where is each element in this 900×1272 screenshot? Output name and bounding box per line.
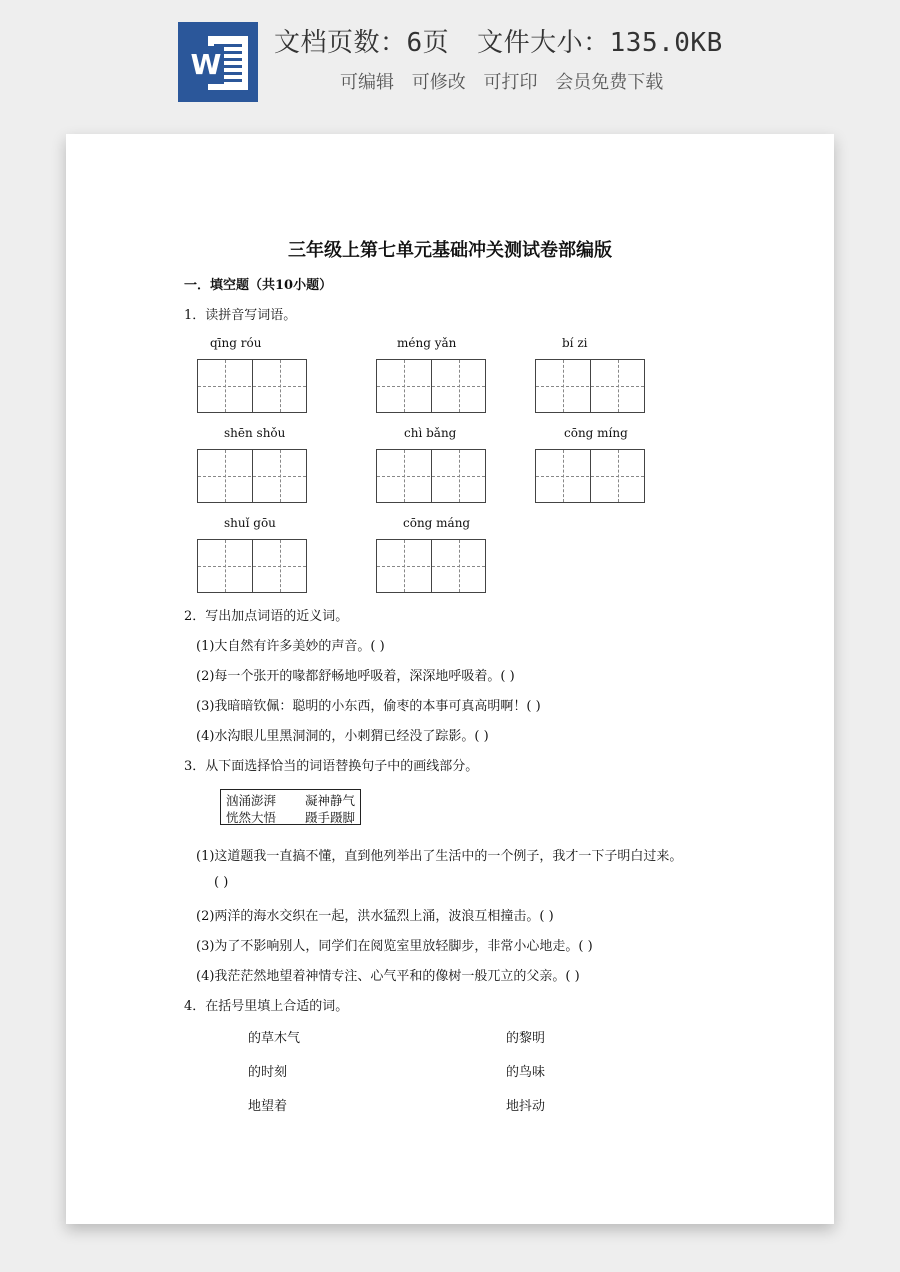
tianzige-grid[interactable]: [376, 449, 486, 503]
fill-phrase: 的草木气: [248, 1031, 301, 1046]
feature-list: [340, 68, 675, 94]
question-item: (2)两洋的海水交织在一起，洪水猛烈上涌，波浪互相撞击。( ): [196, 909, 554, 924]
tianzige-grid[interactable]: [535, 449, 645, 503]
feature-item: 可打印: [483, 72, 538, 93]
tianzige-grid[interactable]: [535, 359, 645, 413]
pinyin-label: cōng míng: [564, 426, 628, 440]
question-item: (3)我暗暗钦佩：聪明的小东西，偷枣的本事可真高明啊！( ): [196, 699, 541, 714]
word-choice: 汹涌澎湃: [226, 793, 277, 808]
question-item: (1)大自然有许多美妙的声音。( ): [196, 639, 385, 654]
document-page: [66, 134, 834, 1224]
file-size: 文件大小：135.0KB: [477, 28, 723, 58]
question-3-prompt: 3．从下面选择恰当的词语替换句子中的画线部分。: [184, 759, 479, 774]
file-meta: [274, 22, 723, 59]
question-item: (2)每一个张开的喙都舒畅地呼吸着，深深地呼吸着。( ): [196, 669, 515, 684]
pinyin-label: chì bǎng: [404, 426, 457, 440]
question-item: (1)这道题我一直搞不懂，直到他列举出了生活中的一个例子，我才一下子明白过来。: [196, 849, 683, 864]
question-item: (4)水沟眼儿里黑洞洞的，小刺猬已经没了踪影。( ): [196, 729, 489, 744]
word-doc-icon: [178, 22, 258, 102]
fill-phrase: 地抖动: [506, 1099, 546, 1114]
word-choice: 蹑手蹑脚: [305, 810, 356, 825]
word-choice: 凝神静气: [305, 793, 356, 808]
pinyin-label: shuǐ gōu: [224, 516, 276, 530]
pinyin-label: cōng máng: [403, 516, 471, 530]
question-item: (3)为了不影响别人，同学们在阅览室里放轻脚步，非常小心地走。( ): [196, 939, 593, 954]
question-2-prompt: 2．写出加点词语的近义词。: [184, 609, 349, 624]
fill-phrase: 的鸟味: [506, 1065, 546, 1080]
word-choice-box: [220, 789, 361, 825]
tianzige-grid[interactable]: [197, 359, 307, 413]
pages-count: 文档页数：6页: [274, 28, 450, 58]
question-1-prompt: 1．读拼音写词语。: [184, 308, 297, 323]
question-item: (4)我茫茫然地望着神情专注、心气平和的像树一般兀立的父亲。( ): [196, 969, 580, 984]
feature-item: 可修改: [411, 72, 466, 93]
question-4-prompt: 4．在括号里填上合适的词。: [184, 999, 349, 1014]
fill-phrase: 的黎明: [506, 1031, 546, 1046]
pinyin-label: qīng róu: [210, 336, 262, 350]
fill-phrase: 的时刻: [248, 1065, 288, 1080]
feature-item: 会员免费下载: [555, 72, 664, 93]
tianzige-grid[interactable]: [376, 539, 486, 593]
document-title: 三年级上第七单元基础冲关测试卷部编版: [288, 240, 612, 261]
section-heading: 一．填空题（共10小题）: [184, 278, 333, 293]
tianzige-grid[interactable]: [197, 449, 307, 503]
answer-blank: ( ): [214, 875, 229, 890]
feature-item: 可编辑: [340, 72, 394, 93]
tianzige-grid[interactable]: [376, 359, 486, 413]
header-banner: [0, 0, 900, 130]
word-letter: W: [190, 48, 222, 81]
pinyin-label: méng yǎn: [397, 336, 457, 350]
tianzige-grid[interactable]: [197, 539, 307, 593]
fill-phrase: 地望着: [248, 1099, 288, 1114]
pinyin-label: bí zi: [562, 336, 588, 350]
pinyin-label: shēn shǒu: [224, 426, 286, 440]
word-choice: 恍然大悟: [226, 810, 277, 825]
